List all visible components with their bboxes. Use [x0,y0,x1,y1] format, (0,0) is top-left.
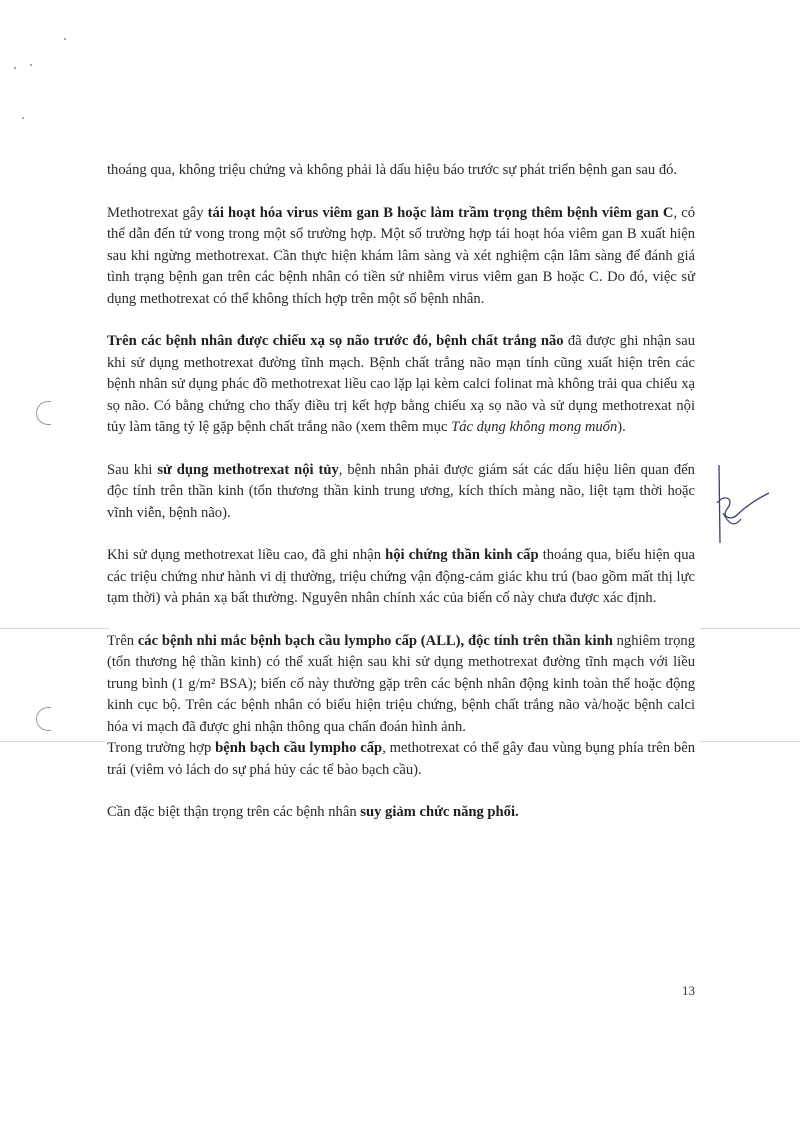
scan-fold-line [0,741,105,742]
page-number: 13 [682,983,695,998]
bold-text: tái hoạt hóa virus viêm gan B hoặc làm trầm trọng thêm bệnh viêm gan C [207,204,674,221]
body-text: Sau khi [107,461,158,478]
paragraph [107,802,695,824]
body-text: Trong trường hợp [107,740,216,756]
paragraph [107,738,695,781]
body-text: Cần đặc biệt thận trọng trên các bệnh nhân [107,804,361,820]
italic-text: Tác dụng không mong muốn [451,419,618,435]
scan-fold-line [0,628,110,629]
body-text: Khi sử dụng methotrexat liều cao, đã ghi nhận [107,547,386,563]
body-text: ). [617,419,626,435]
scan-fold-line [700,741,800,742]
paragraph [107,631,695,739]
body-text: , có thể dẫn đến tử vong trong một số trường hợp. Một số trường hợp tái hoạt hóa viêm gan B xuất hiện sau khi ngừng methotrexat. Cần thực hiện khám lâm sàng và xét nghiệm cận lâm sàng để đánh giá tình trạng bệnh gan trên các bệnh nhân có tiền sử nhiễm virus viêm gan B hoặc C. Do đó, việc sử dụng methotrexat có thể không thích hợp trên một số bệnh nhân. [107,204,695,307]
body-text: đã được ghi nhận sau khi sử dụng methotrexat đường tĩnh mạch. Bệnh chất trắng não mạn tính cũng xuất hiện trên các bệnh nhân sử dụng phác đồ methotrexat liều cao lặp lại kèm calci folinat mà không trải qua chiếu xạ sọ não. Có bằng chứng cho thấy điều trị kết hợp bằng chiếu xạ sọ não và sử dụng methotrexat nội tủy làm tăng tỷ lệ gặp bệnh chất trắng não (xem thêm mục [107,333,696,435]
initials-signature [705,463,775,548]
scan-speck [64,38,66,40]
bold-text: Trên các bệnh nhân được chiếu xạ sọ não trước đó, bệnh chất trắng não [107,333,564,349]
bold-text: hội chứng thần kinh cấp [385,547,539,563]
body-text: thoáng qua, biểu hiện qua các triệu chứng như hành vi dị thường, triệu chứng vận động-cảm giác khu trú (bao gồm mất thị lực tạm thời) và phản xạ bất thường. Nguyên nhân chính xác của biến cố này chưa được xác định. [107,547,695,606]
scan-speck [22,117,24,119]
body-text: Trên [107,632,138,649]
bold-text: các bệnh nhi mắc bệnh bạch cầu lympho cấp (ALL), độc tính trên thần kinh [137,632,613,649]
paragraph [107,331,695,439]
scan-fold-line [700,628,800,629]
body-text: Methotrexat gây [107,204,208,221]
body-text: , bệnh nhân phải được giám sát các dấu hiệu liên quan đến độc tính trên thần kinh (tổn thương thần kinh trung ương, kích thích màng não, liệt tạm thời hoặc vĩnh viễn, bệnh não). [107,461,695,521]
punch-hole-mark [36,401,51,425]
scan-speck [30,64,32,66]
body-text: , methotrexat có thể gây đau vùng bụng phía trên bên trái (viêm vỏ lách do sự phá hủy các tế bào bạch cầu). [107,740,696,778]
document-body [107,160,695,845]
paragraph [107,203,695,311]
body-text: thoáng qua, không triệu chứng và không phải là dấu hiệu báo trước sự phát triển bệnh gan sau đó. [107,162,678,178]
scan-speck [14,67,16,69]
paragraph [107,160,695,182]
paragraph [107,545,695,610]
paragraph [107,460,695,525]
bold-text: suy giảm chức năng phổi. [360,804,519,820]
bold-text: sử dụng methotrexat nội tủy [157,461,339,478]
body-text: nghiêm trọng (tổn thương hệ thần kinh) có thể xuất hiện sau khi sử dụng methotrexat đường tĩnh mạch với liều trung bình (1 g/m² BSA); biến cố này thường gặp trên các bệnh nhân động kinh toàn thể hoặc động kinh cục bộ. Trên các bệnh nhân có biểu hiện triệu chứng, bệnh chất trắng não và/hoặc bệnh calci hóa vi mạch đã được ghi nhận thông qua chẩn đoán hình ảnh. [107,632,696,735]
punch-hole-mark [36,707,51,731]
bold-text: bệnh bạch cầu lympho cấp [215,740,383,756]
